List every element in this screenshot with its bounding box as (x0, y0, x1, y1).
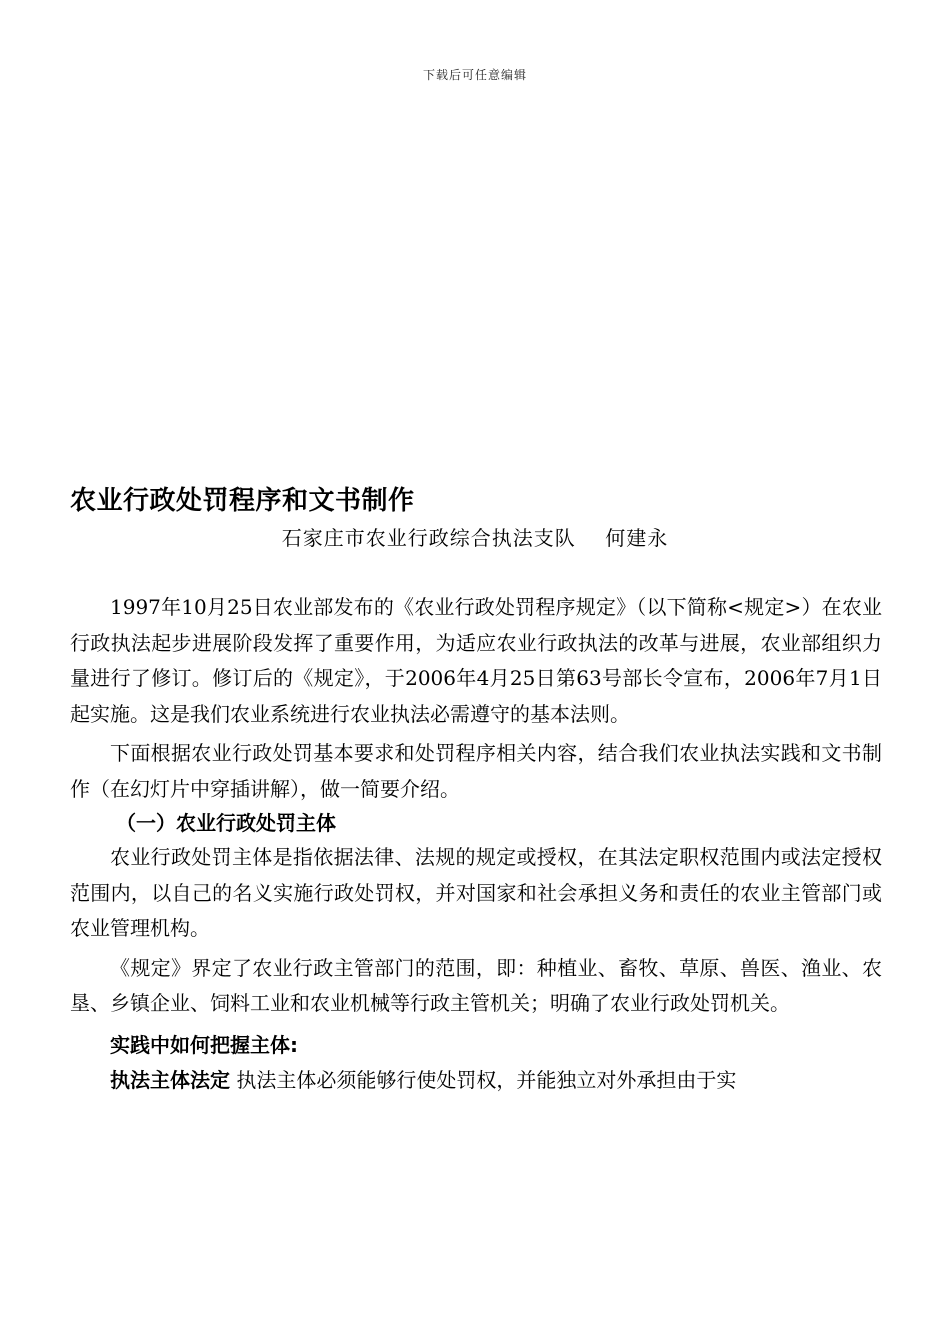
section-heading-subject: （一）农业行政处罚主体 (116, 811, 336, 835)
practice-heading: 实践中如何把握主体: (110, 1032, 298, 1057)
document-title: 农业行政处罚程序和文书制作 (70, 486, 415, 516)
document-body (70, 590, 882, 1099)
page-header-note: 下载后可任意编辑 (422, 68, 527, 82)
paragraph-overview: 下面根据农业行政处罚基本要求和处罚程序相关内容，结合我们农业执法实践和文书制作（在幻灯片中穿插讲解），做一简要介绍。 (70, 741, 882, 801)
paragraph-subject-definition: 农业行政处罚主体是指依据法律、法规的规定或授权，在其法定职权范围内或法定授权范围内，以自己的名义实施行政处罚权，并对国家和社会承担义务和责任的农业主管部门或农业管理机构。 (70, 845, 882, 940)
paragraph-scope: 《规定》界定了农业行政主管部门的范围，即：种植业、畜牧、草原、兽医、渔业、农垦、乡镇企业、饲料工业和农业机械等行政主管机关；明确了农业行政处罚机关。 (70, 955, 882, 1015)
paragraph-legal-subject (70, 1063, 882, 1099)
document-author: 石家庄市农业行政综合执法支队 何建永 (281, 526, 669, 550)
lead-term-legal-subject: 执法主体法定 (110, 1068, 230, 1092)
paragraph-legal-subject-text: 执法主体必须能够行使处罚权，并能独立对外承担由于实 (230, 1068, 737, 1092)
paragraph-intro: 1997年10月25日农业部发布的《农业行政处罚程序规定》（以下简称<规定>）在农业行政执法起步进展阶段发挥了重要作用，为适应农业行政执法的改革与进展，农业部组织力量进行了修订。修订后的《规定》，于2006年4月25日第63号部长令宣布，2006年7月1日起实施。这是我们农业系统进行农业执法必需遵守的基本法则。 (70, 595, 882, 726)
